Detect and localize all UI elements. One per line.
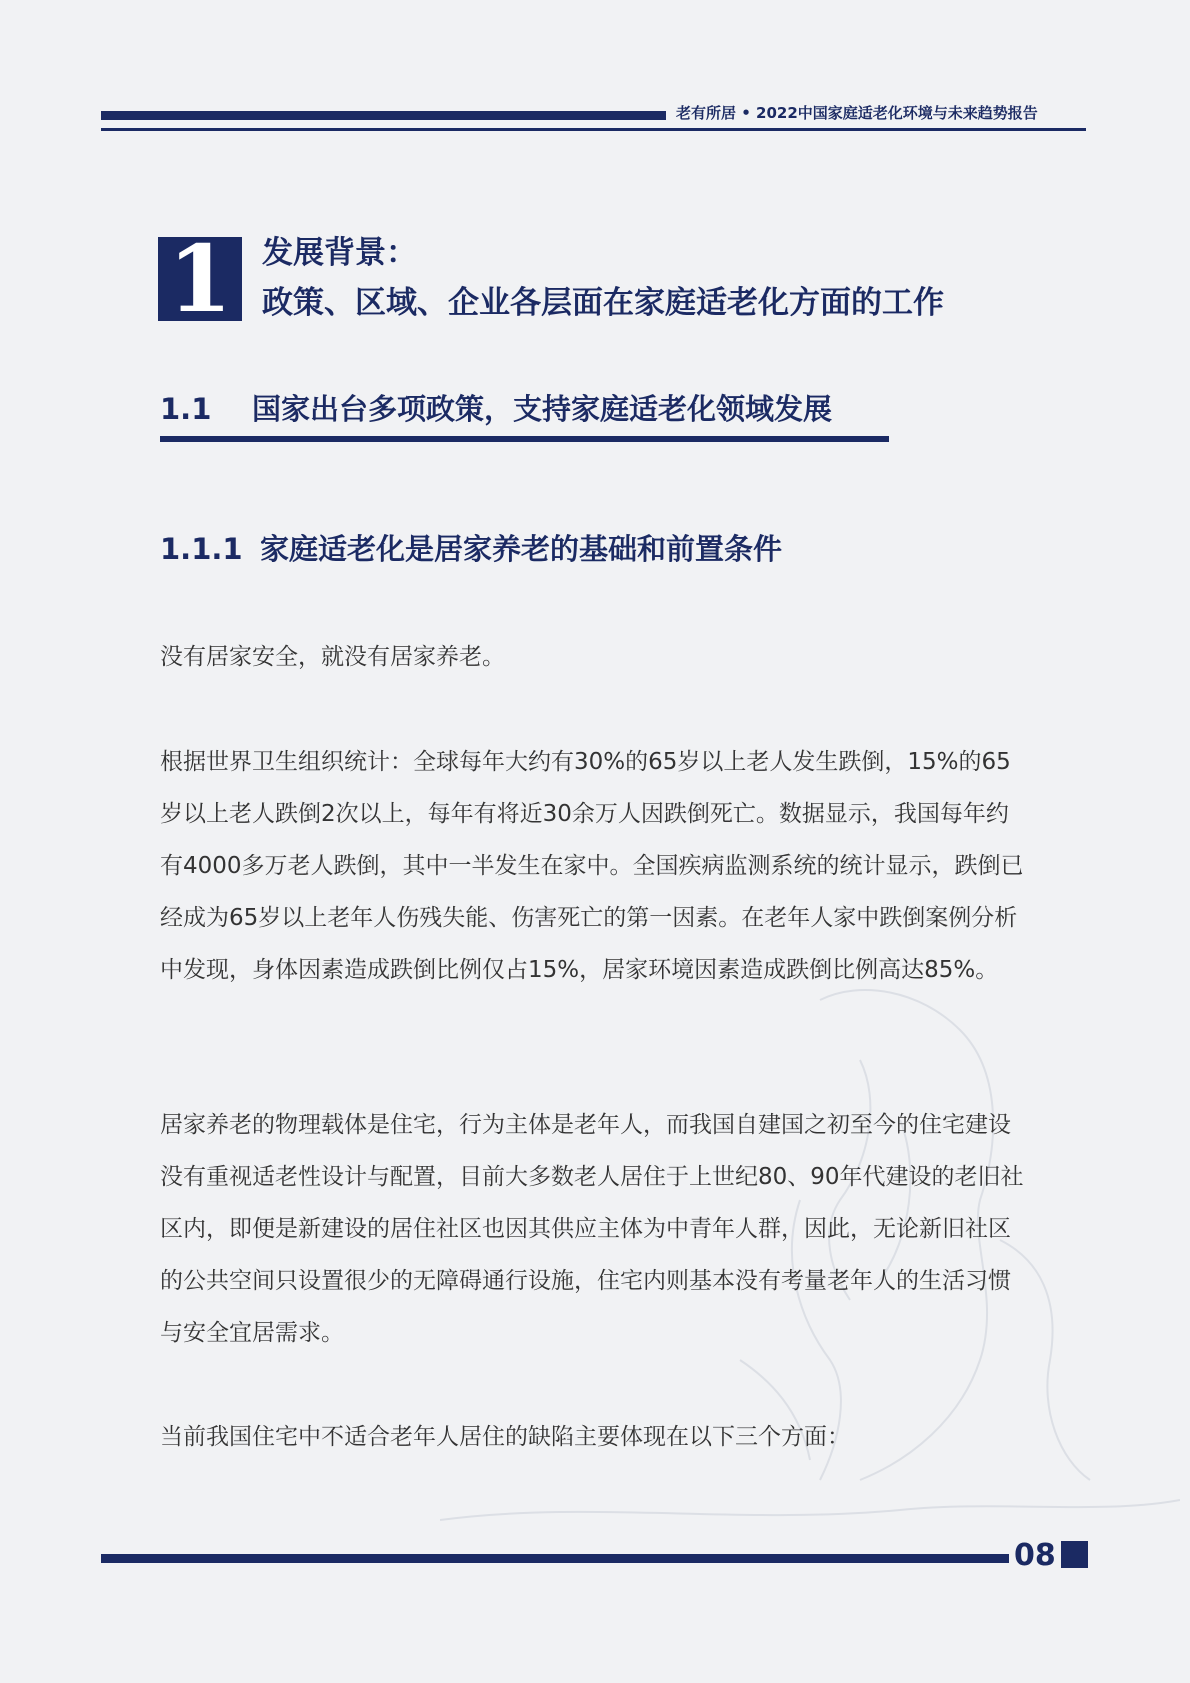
chapter-number: 1: [167, 225, 232, 333]
chapter-title: [262, 228, 982, 328]
footer-bar: [101, 1554, 1009, 1563]
header-rule: [101, 128, 1086, 131]
section-number: 1.1: [160, 392, 212, 426]
paragraph-1: 没有居家安全，就没有居家养老。: [160, 644, 505, 670]
paragraph-4: 当前我国住宅中不适合老年人居住的缺陷主要体现在以下三个方面：: [160, 1424, 850, 1450]
section-underline: [160, 436, 889, 442]
subsection-title: 家庭适老化是居家养老的基础和前置条件: [260, 532, 783, 566]
subsection-heading: [160, 527, 920, 568]
subsection-number: 1.1.1: [160, 532, 243, 566]
page-marker-square: [1061, 1541, 1088, 1568]
chapter-title-line-1: 发展背景：: [262, 235, 417, 271]
paragraph-3: 居家养老的物理载体是住宅，行为主体是老年人，而我国自建国之初至今的住宅建设没有重视适老性设计与配置，目前大多数老人居住于上世纪80、90年代建设的老旧社区内，即便是新建设的居住社区也因其供应主体为中青年人群，因此，无论新旧社区的公共空间只设置很少的无障碍通行设施，住宅内则基本没有考量老年人的生活习惯与安全宜居需求。: [160, 1112, 1024, 1346]
page-number: 08: [1014, 1538, 1056, 1573]
header-title: 老有所居 • 2022中国家庭适老化环境与未来趋势报告: [676, 104, 1038, 122]
paragraph-2: 根据世界卫生组织统计：全球每年大约有30%的65岁以上老人发生跌倒，15%的65岁以上老人跌倒2次以上，每年有将近30余万人因跌倒死亡。数据显示，我国每年约有4000多万老人跌倒，其中一半发生在家中。全国疾病监测系统的统计显示，跌倒已经成为65岁以上老年人伤残失能、伤害死亡的第一因素。在老年人家中跌倒案例分析中发现，身体因素造成跌倒比例仅占15%，居家环境因素造成跌倒比例高达85%。: [160, 749, 1024, 983]
section-title: 国家出台多项政策，支持家庭适老化领域发展: [252, 392, 833, 426]
chapter-number-badge: [158, 225, 242, 333]
header-bar: [101, 111, 666, 120]
chapter-title-line-2: 政策、区域、企业各层面在家庭适老化方面的工作: [262, 285, 944, 321]
section-heading: [160, 387, 900, 428]
